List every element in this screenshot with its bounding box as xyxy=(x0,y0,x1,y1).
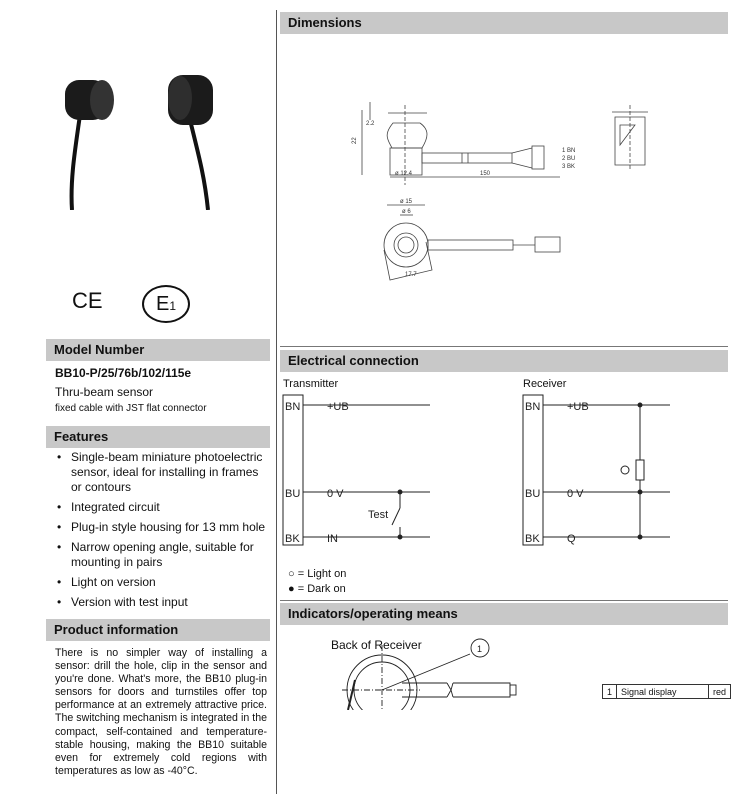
feature-item: • Version with test input xyxy=(55,595,270,610)
column-divider xyxy=(276,10,277,794)
tx-signal-ub: +UB xyxy=(327,401,349,413)
connector-type: fixed cable with JST flat connector xyxy=(55,403,207,414)
product-photo xyxy=(40,60,260,210)
feature-item: • Integrated circuit xyxy=(55,500,270,515)
features-header: Features xyxy=(46,426,270,448)
feature-item: • Plug-in style housing for 13 mm hole xyxy=(55,520,270,535)
section-divider xyxy=(280,346,728,347)
legend-dark-on-label: = Dark on xyxy=(297,583,346,595)
legend-light-on xyxy=(288,568,346,580)
tx-signal-in: IN xyxy=(327,533,338,545)
dimensions-header: Dimensions xyxy=(280,12,728,34)
dim-cable-length: 150 xyxy=(480,171,491,177)
product-info-header: Product information xyxy=(46,619,270,641)
tx-pin-bu: BU xyxy=(285,488,301,500)
feature-item: • Single-beam miniature photoelectric sensor, ideal for installing in frames or contours xyxy=(55,450,270,495)
model-number-header: Model Number xyxy=(46,339,270,361)
pin-3: 3 BK xyxy=(562,164,576,170)
dim-diameter-15: ø 15 xyxy=(400,199,413,205)
legend-light-on-label: = Light on xyxy=(297,568,347,580)
pin-2: 2 BU xyxy=(562,156,576,162)
model-number: BB10-P/25/76b/102/115e xyxy=(55,366,192,380)
receiver-title: Receiver xyxy=(523,378,567,390)
indicator-number: 1 xyxy=(603,685,617,698)
dimensions-drawing xyxy=(350,90,730,290)
e1-mark xyxy=(142,285,190,323)
feature-item: • Narrow opening angle, suitable for mounting in pairs xyxy=(55,540,270,570)
sensor-type: Thru-beam sensor xyxy=(55,385,154,399)
dim-diameter-6: ø 6 xyxy=(402,209,411,215)
transmitter-title: Transmitter xyxy=(283,378,339,390)
e1-number: 1 xyxy=(169,299,177,313)
tx-pin-bn: BN xyxy=(285,401,301,413)
indicator-label: Signal display xyxy=(617,685,709,698)
rx-pin-bn: BN xyxy=(525,401,541,413)
legend-dark-on xyxy=(288,583,346,595)
section-divider xyxy=(280,600,728,601)
wiring-diagram xyxy=(280,390,730,550)
signal-display-table xyxy=(602,684,731,699)
indicators-header: Indicators/operating means xyxy=(280,603,728,625)
dim-diameter-12-4: ø 12.4 xyxy=(395,171,413,177)
tx-pin-bk: BK xyxy=(285,533,300,545)
rx-signal-q: Q xyxy=(567,533,576,545)
indicator-color: red xyxy=(713,687,727,697)
ce-mark: CE xyxy=(72,288,103,313)
product-info-text: There is no simpler way of installing a sensor: drill the hole, clip in the sensor and you're done. What's more, the BB10 plug-in sensors for doors and turnstiles offer top performance at an extremely attractive price. The switching mechanism is integrated in the compact, self-contained and temperature-stable housing, making the BB10 suitable even for extremely cold regions with temperatures as low as -40°C. xyxy=(55,647,267,777)
callout-number: 1 xyxy=(477,644,483,654)
dim-height: 22 xyxy=(352,137,358,144)
feature-item: • Light on version xyxy=(55,575,270,590)
pin-1: 1 BN xyxy=(562,148,576,154)
open-circle-icon: ○ xyxy=(288,568,295,580)
dim-cap: 2.2 xyxy=(366,121,375,127)
rx-signal-0v: 0 V xyxy=(567,488,584,500)
back-of-receiver-caption: Back of Receiver xyxy=(331,638,422,652)
filled-circle-icon: ● xyxy=(288,583,295,595)
rx-pin-bu: BU xyxy=(525,488,541,500)
tx-signal-0v: 0 V xyxy=(327,488,344,500)
rx-pin-bk: BK xyxy=(525,533,540,545)
electrical-header: Electrical connection xyxy=(280,350,728,372)
dim-width: 17.7 xyxy=(405,272,417,278)
e1-letter: E xyxy=(155,293,170,315)
features-list xyxy=(55,450,270,615)
test-label: Test xyxy=(368,509,389,521)
indicator-drawing xyxy=(320,630,540,710)
rx-signal-ub: +UB xyxy=(567,401,589,413)
